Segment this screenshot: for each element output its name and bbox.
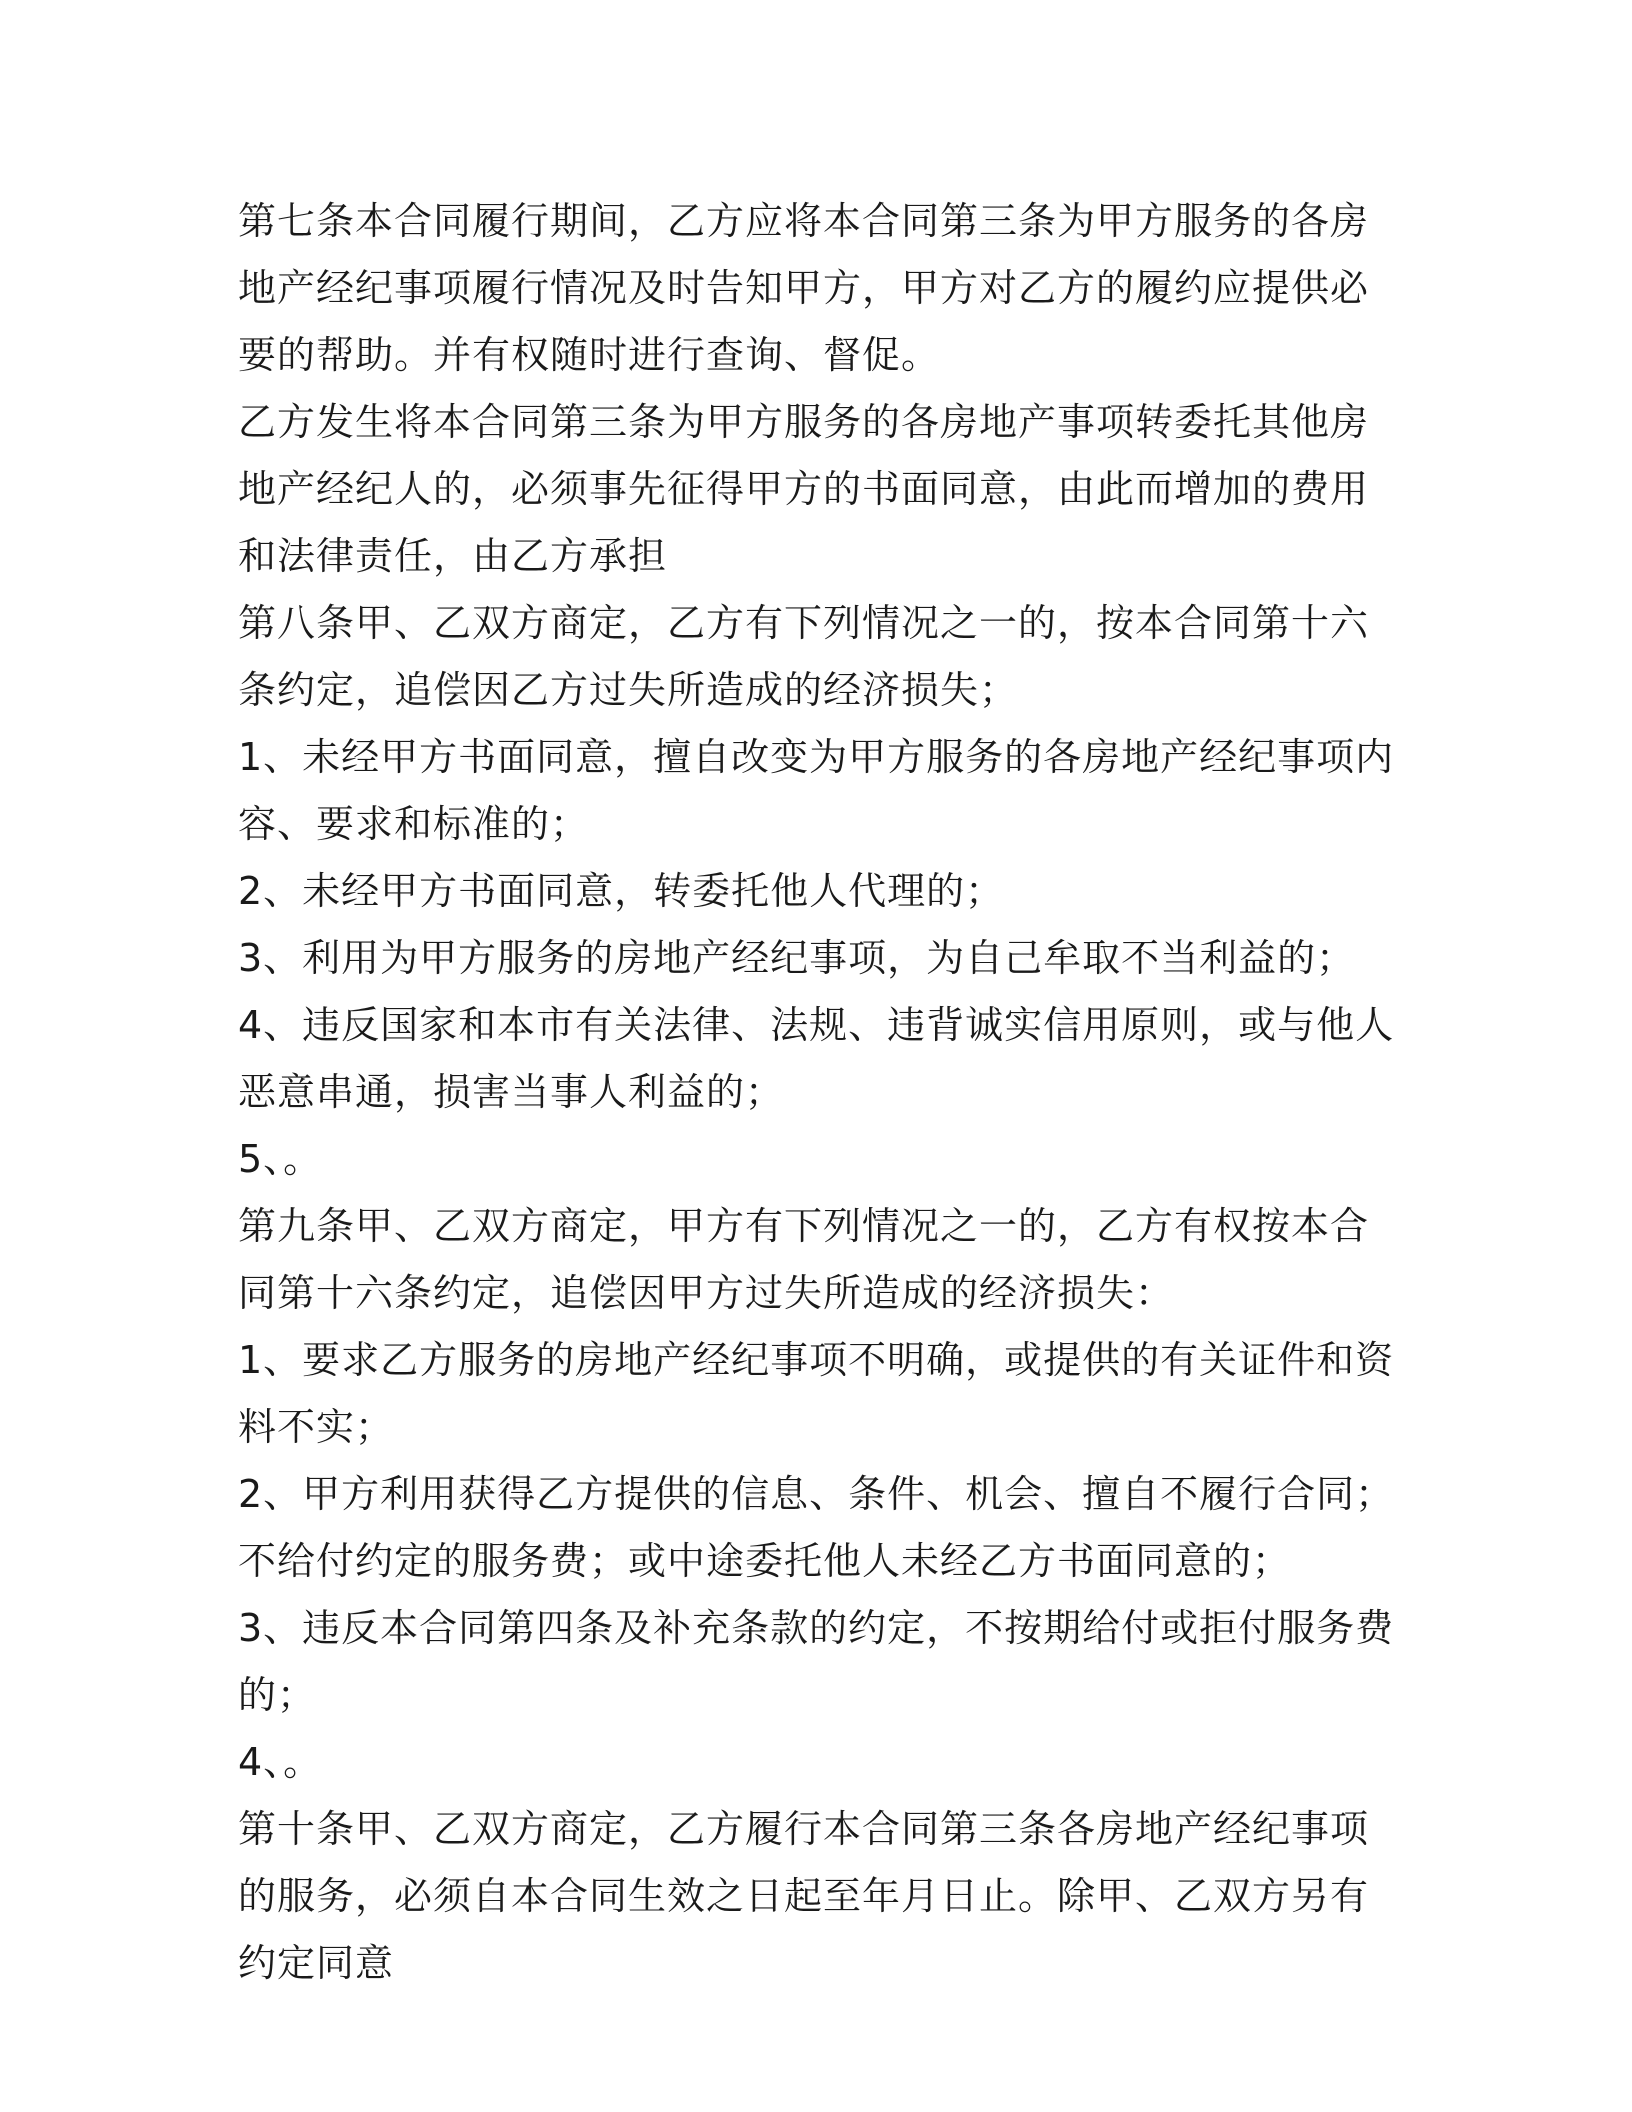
- paragraph-subcontract: 乙方发生将本合同第三条为甲方服务的各房地产事项转委托其他房地产经纪人的，必须事先征得甲方的书面同意，由此而增加的费用和法律责任，由乙方承担: [238, 400, 1370, 578]
- list-item-9-1: 1、要求乙方服务的房地产经纪事项不明确，或提供的有关证件和资料不实；: [238, 1338, 1395, 1449]
- list-item-8-1: 1、未经甲方书面同意，擅自改变为甲方服务的各房地产经纪事项内容、要求和标准的；: [238, 735, 1395, 846]
- list-item-8-2: 2、未经甲方书面同意，转委托他人代理的；: [238, 869, 1005, 913]
- paragraph-article-7: 第七条本合同履行期间，乙方应将本合同第三条为甲方服务的各房地产经纪事项履行情况及时告知甲方，甲方对乙方的履约应提供必要的帮助。并有权随时进行查询、督促。: [238, 199, 1370, 377]
- contract-body: [238, 188, 1398, 1997]
- paragraph-article-9: 第九条甲、乙双方商定，甲方有下列情况之一的，乙方有权按本合同第十六条约定，追偿因甲方过失所造成的经济损失：: [238, 1204, 1370, 1315]
- list-item-8-3: 3、利用为甲方服务的房地产经纪事项，为自己牟取不当利益的；: [238, 936, 1356, 980]
- paragraph-article-8: 第八条甲、乙双方商定，乙方有下列情况之一的，按本合同第十六条约定，追偿因乙方过失所造成的经济损失；: [238, 601, 1370, 712]
- list-item-9-3: 3、违反本合同第四条及补充条款的约定，不按期给付或拒付服务费的；: [238, 1606, 1395, 1717]
- list-item-9-2: 2、甲方利用获得乙方提供的信息、条件、机会、擅自不履行合同；不给付约定的服务费；或中途委托他人未经乙方书面同意的；: [238, 1472, 1395, 1583]
- list-item-8-4: 4、违反国家和本市有关法律、法规、违背诚实信用原则，或与他人恶意串通，损害当事人利益的；: [238, 1003, 1395, 1114]
- paragraph-article-10: 第十条甲、乙双方商定，乙方履行本合同第三条各房地产经纪事项的服务，必须自本合同生效之日起至年月日止。除甲、乙双方另有约定同意: [238, 1807, 1370, 1985]
- list-item-8-5: 5、。: [238, 1137, 323, 1181]
- list-item-9-4: 4、。: [238, 1740, 323, 1784]
